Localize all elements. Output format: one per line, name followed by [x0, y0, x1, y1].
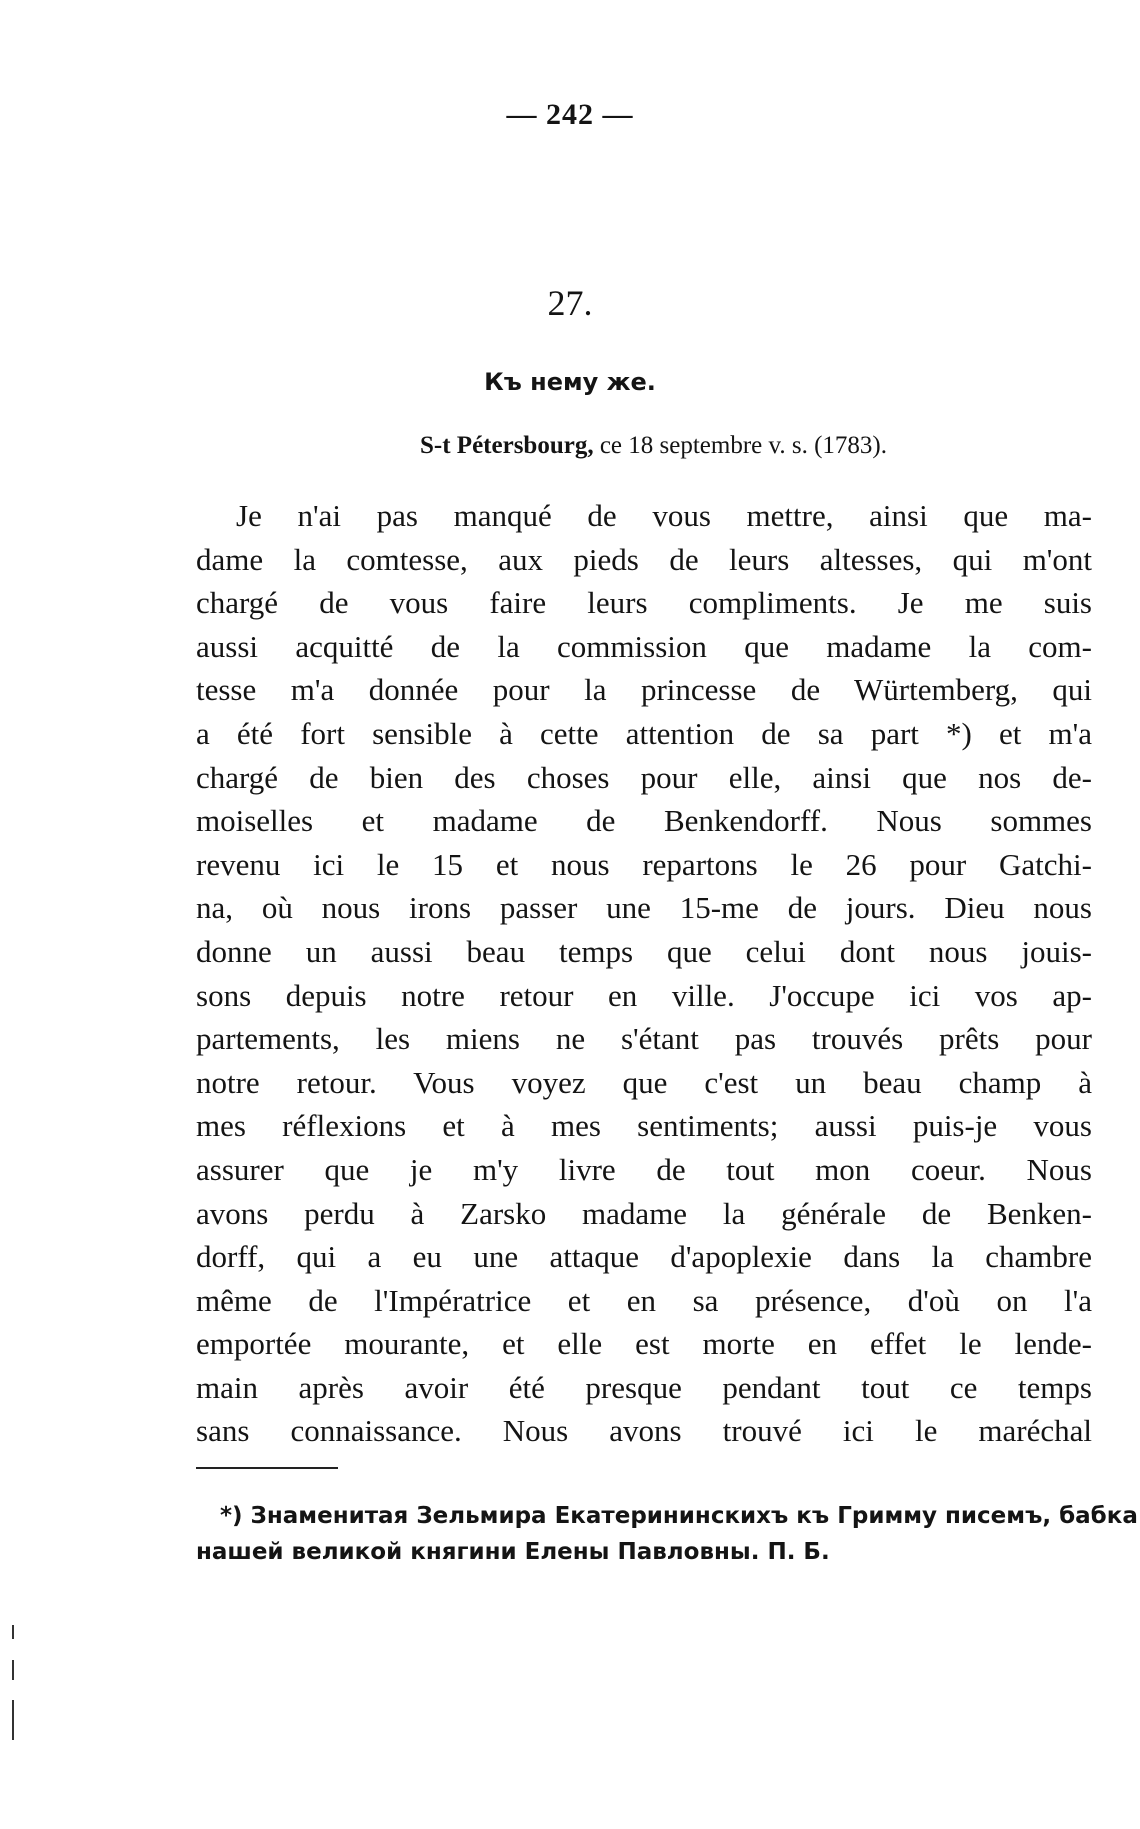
- body-line: chargé de vous faire leurs compliments. Je me suis: [196, 585, 1092, 621]
- body-line: a été fort sensible à cette attention de sa part *) et m'a: [196, 715, 1092, 751]
- page-number: — 242 —: [506, 98, 634, 131]
- footnote-divider: [196, 1467, 338, 1469]
- body-line: aussi acquitté de la commission que madame la com-: [196, 628, 1092, 664]
- body-line: avons perdu à Zarsko madame la générale de Benken-: [196, 1195, 1092, 1231]
- dateline-date: ce 18 septembre v. s. (1783).: [593, 432, 888, 459]
- recipient-heading: Къ нему же.: [484, 368, 656, 396]
- body-line: main après avoir été presque pendant tout ce temps: [196, 1369, 1092, 1405]
- body-line: assurer que je m'y livre de tout mon coeur. Nous: [196, 1151, 1092, 1187]
- footnote-line: *) Знаменитая Зельмира Екатерининскихъ къ Гримму писемъ, бабка: [220, 1503, 1138, 1529]
- body-line: dame la comtesse, aux pieds de leurs altesses, qui m'ont: [196, 541, 1092, 577]
- body-line: donne un aussi beau temps que celui dont nous jouis-: [196, 933, 1092, 969]
- body-line: partements, les miens ne s'étant pas trouvés prêts pour: [196, 1021, 1092, 1057]
- body-line: même de l'Impératrice et en sa présence, d'où on l'a: [196, 1282, 1092, 1318]
- footnote: [196, 1498, 1138, 1570]
- body-line: dorff, qui a eu une attaque d'apoplexie dans la chambre: [196, 1239, 1092, 1275]
- body-line: moiselles et madame de Benkendorff. Nous sommes: [196, 803, 1092, 839]
- dateline: [420, 432, 1020, 460]
- body-line: notre retour. Vous voyez que c'est un beau champ à: [196, 1064, 1092, 1100]
- scan-artifact: [12, 1625, 14, 1639]
- body-line: Je n'ai pas manqué de vous mettre, ainsi que ma-: [236, 498, 1092, 533]
- letter-number: 27.: [547, 283, 593, 323]
- body-line: emportée mourante, et elle est morte en effet le lende-: [196, 1326, 1092, 1362]
- body-line: sans connaissance. Nous avons trouvé ici le maréchal: [196, 1413, 1092, 1449]
- scan-artifact: [12, 1700, 14, 1740]
- body-line: na, où nous irons passer une 15-me de jours. Dieu nous: [196, 890, 1092, 926]
- footnote-line: нашей великой княгини Елены Павловны. П. Б.: [196, 1539, 830, 1565]
- body-line: tesse m'a donnée pour la princesse de Würtemberg, qui: [196, 672, 1092, 708]
- body-line: sons depuis notre retour en ville. J'occupe ici vos ap-: [196, 977, 1092, 1013]
- body-line: chargé de bien des choses pour elle, ainsi que nos de-: [196, 759, 1092, 795]
- body-line: revenu ici le 15 et nous repartons le 26 pour Gatchi-: [196, 846, 1092, 882]
- letter-body: [196, 494, 1092, 1453]
- scan-artifact: [12, 1660, 14, 1680]
- body-line: mes réflexions et à mes sentiments; aussi puis-je vous: [196, 1108, 1092, 1144]
- dateline-place: S-t Pétersbourg,: [420, 432, 594, 459]
